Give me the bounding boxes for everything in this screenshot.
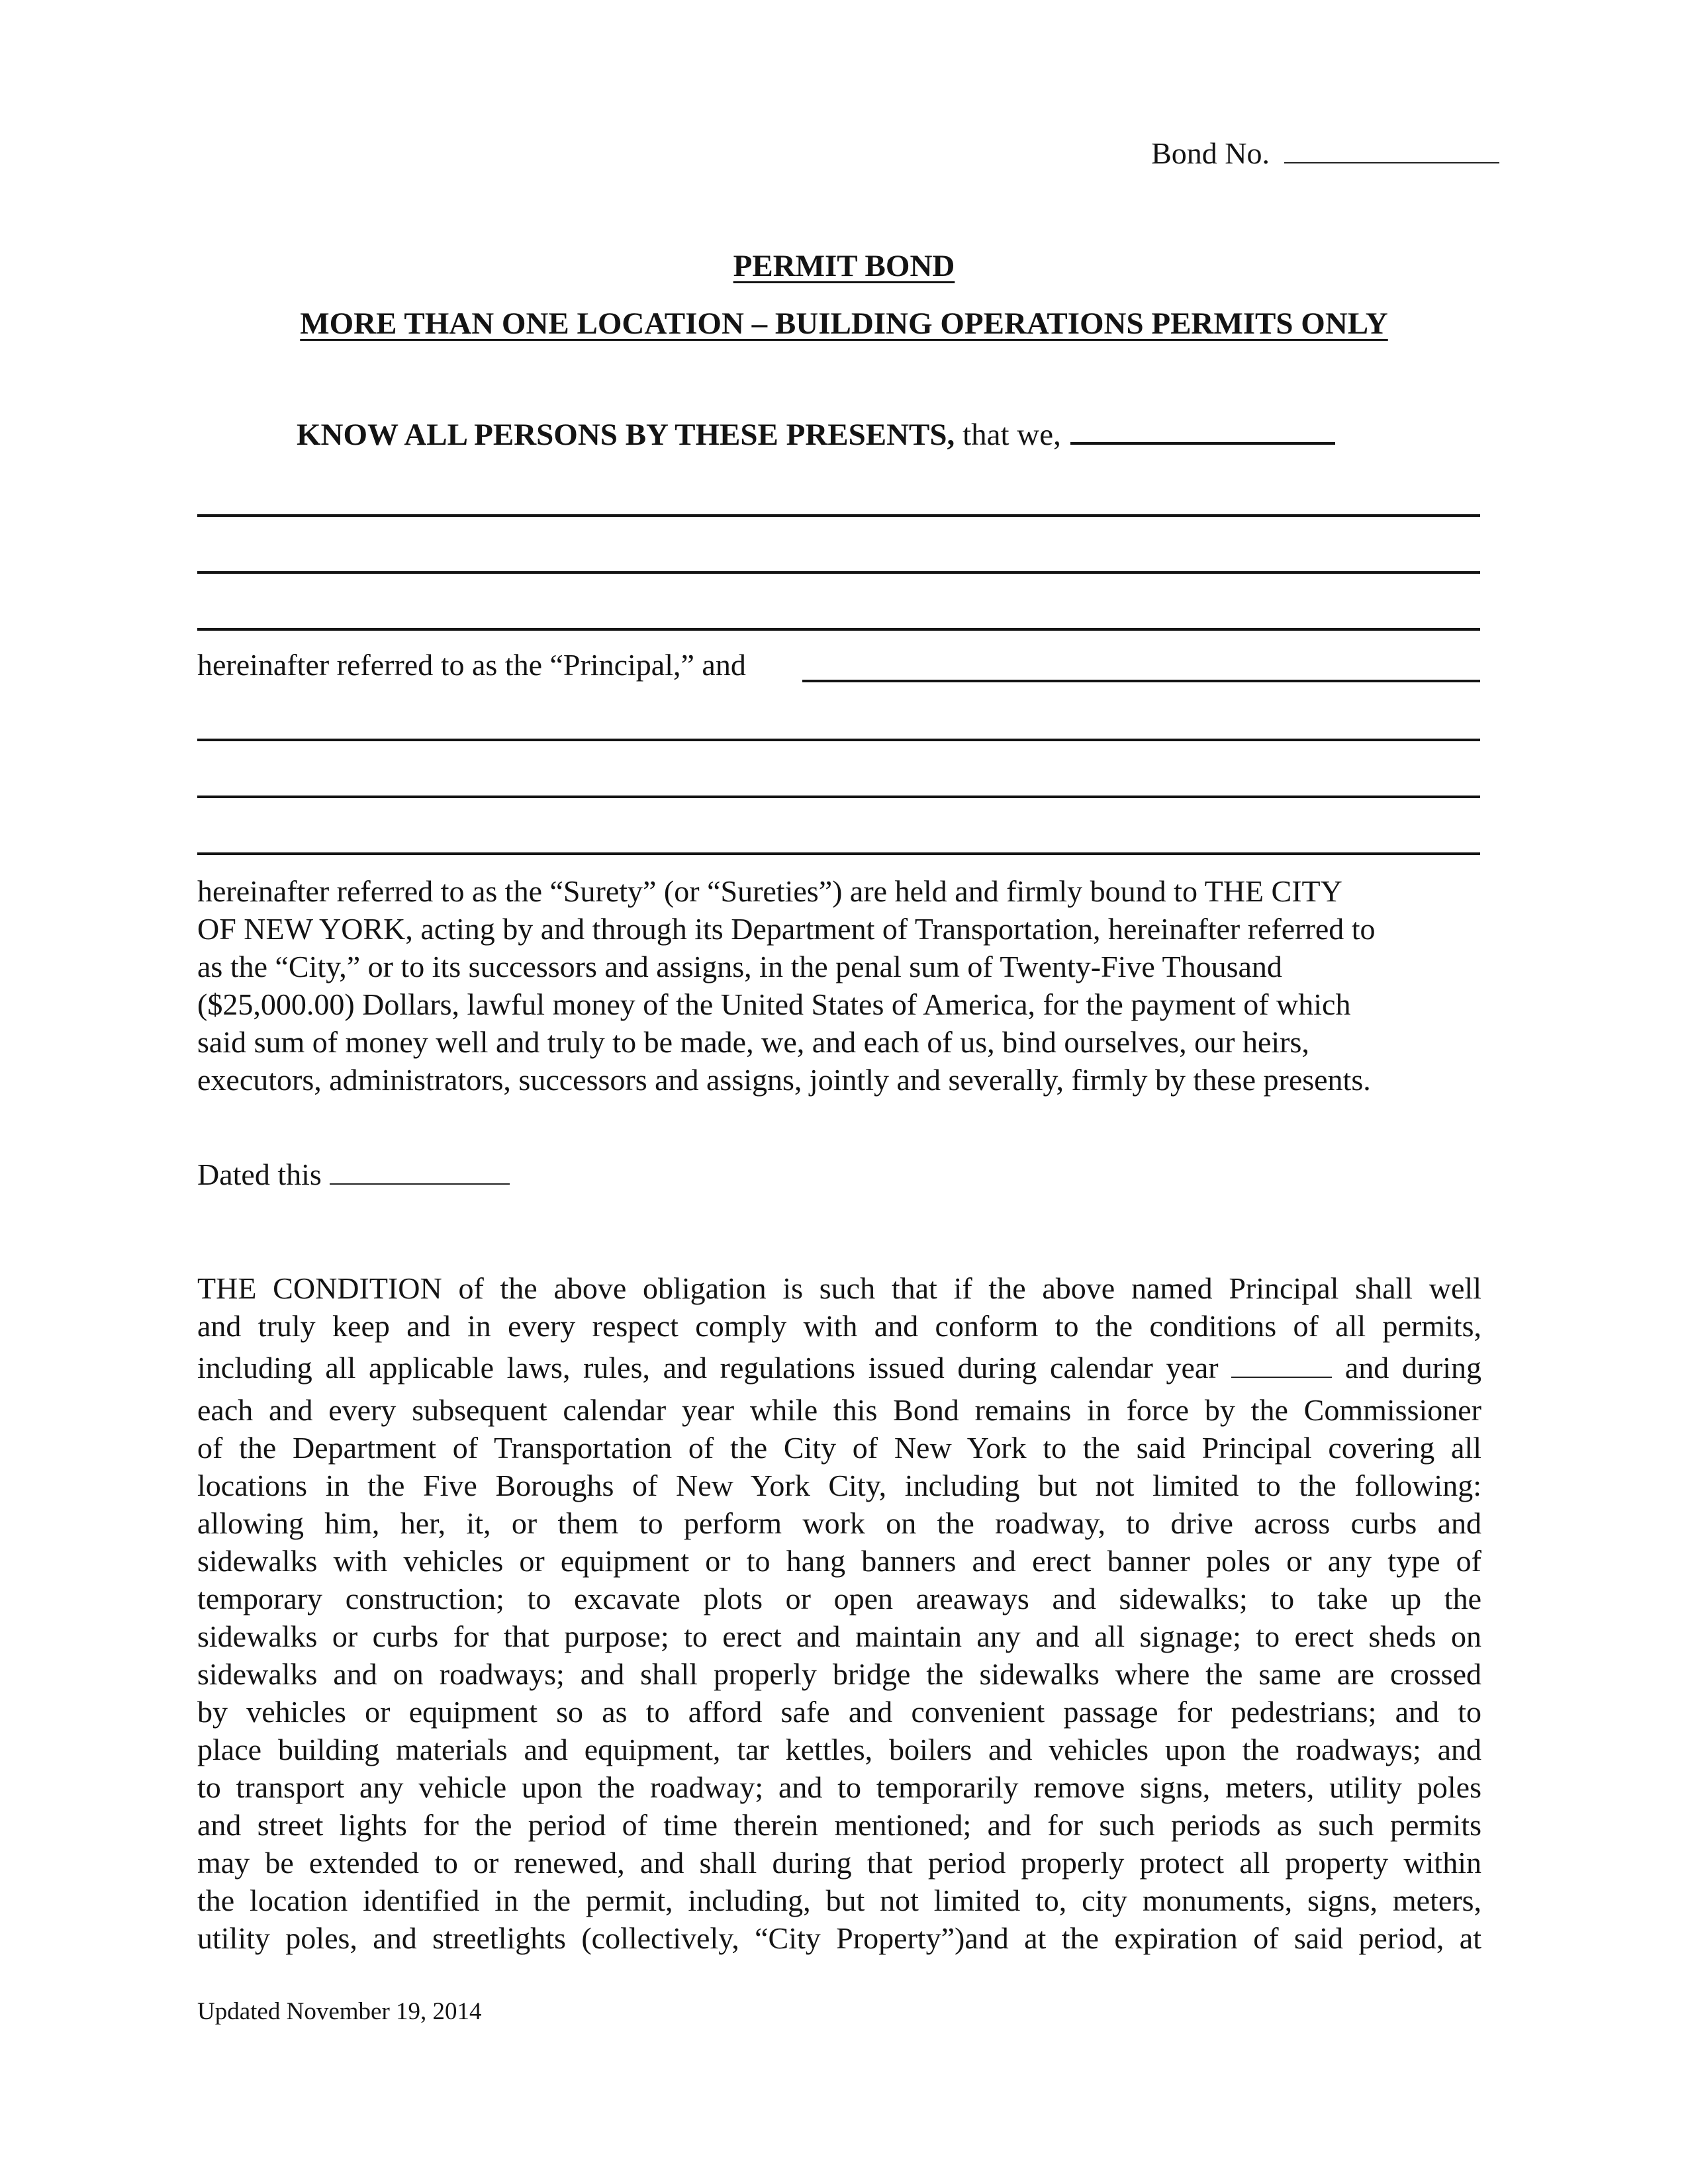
surety-paragraph [197, 872, 1481, 1099]
updated-date-footer: Updated November 19, 2014 [197, 1998, 482, 2025]
paragraph-line: temporary construction; to excavate plots or open areaways and sidewalks; to take up the [197, 1582, 1481, 1615]
paragraph-line: to transport any vehicle upon the roadway; and to temporarily remove signs, meters, utility poles [197, 1770, 1481, 1804]
paragraph-line: and street lights for the period of time therein mentioned; and for such periods as such permits [197, 1808, 1481, 1842]
bond-number-line [1151, 136, 1499, 171]
know-all-persons-tail: that we, [962, 418, 1061, 452]
paragraph-line [197, 1345, 1481, 1391]
paragraph-line: ($25,000.00) Dollars, lawful money of the United States of America, for the payment of which [197, 987, 1351, 1021]
principal-name-blank[interactable] [1070, 418, 1335, 445]
paragraph-line: place building materials and equipment, tar kettles, boilers and vehicles upon the roadways; and [197, 1733, 1481, 1766]
document-title: PERMIT BOND [733, 249, 955, 283]
paragraph-line: sidewalks and on roadways; and shall properly bridge the sidewalks where the same are crossed [197, 1657, 1481, 1691]
bond-number-blank[interactable] [1284, 140, 1499, 163]
paragraph-line: said sum of money well and truly to be made, we, and each of us, bind ourselves, our heirs, [197, 1025, 1309, 1059]
bond-number-label: Bond No. [1151, 136, 1270, 170]
calendar-year-tail: and during [1344, 1351, 1482, 1385]
dated-label: Dated this [197, 1158, 322, 1191]
paragraph-line: allowing him, her, it, or them to perform work on the roadway, to drive across curbs and [197, 1506, 1481, 1540]
condition-paragraph [197, 1269, 1481, 1957]
paragraph-line: of the Department of Transportation of the City of New York to the said Principal covering all [197, 1431, 1481, 1465]
paragraph-line: as the “City,” or to its successors and assigns, in the penal sum of Twenty-Five Thousand [197, 950, 1282, 983]
surety-fill-line[interactable] [197, 796, 1480, 798]
principal-fill-line[interactable] [197, 628, 1480, 631]
calendar-year-text: including all applicable laws, rules, and regulations issued during calendar year [197, 1351, 1219, 1385]
surety-name-blank[interactable] [802, 680, 1480, 682]
date-blank[interactable] [330, 1161, 510, 1185]
paragraph-line: locations in the Five Boroughs of New York City, including but not limited to the following: [197, 1469, 1481, 1502]
know-all-persons-line [297, 417, 1335, 453]
calendar-year-blank[interactable] [1231, 1357, 1332, 1378]
know-all-persons-lead: KNOW ALL PERSONS BY THESE PRESENTS, [297, 418, 955, 452]
surety-fill-line[interactable] [197, 852, 1480, 855]
paragraph-line: by vehicles or equipment so as to afford safe and convenient passage for pedestrians; and to [197, 1695, 1481, 1729]
surety-fill-line[interactable] [197, 739, 1480, 741]
paragraph-line: sidewalks or curbs for that purpose; to erect and maintain any and all signage; to erect sheds on [197, 1619, 1481, 1653]
paragraph-line: the location identified in the permit, including, but not limited to, city monuments, signs, meters, [197, 1884, 1481, 1917]
paragraph-line: and truly keep and in every respect comply with and conform to the conditions of all permits, [197, 1309, 1481, 1343]
principal-fill-line[interactable] [197, 514, 1480, 517]
paragraph-line: each and every subsequent calendar year while this Bond remains in force by the Commissioner [197, 1393, 1481, 1427]
paragraph-line: utility poles, and streetlights (collectively, “City Property”)and at the expiration of said period, at [197, 1921, 1481, 1955]
document-subtitle: MORE THAN ONE LOCATION – BUILDING OPERATIONS PERMITS ONLY [300, 306, 1388, 341]
paragraph-line: OF NEW YORK, acting by and through its Department of Transportation, hereinafter referred to [197, 912, 1376, 946]
dated-line [197, 1157, 510, 1192]
paragraph-line: THE CONDITION of the above obligation is such that if the above named Principal shall well [197, 1271, 1481, 1305]
paragraph-line: hereinafter referred to as the “Surety” (or “Sureties”) are held and firmly bound to THE CITY [197, 874, 1342, 908]
paragraph-line: sidewalks with vehicles or equipment or to hang banners and erect banner poles or any type of [197, 1544, 1481, 1578]
principal-fill-line[interactable] [197, 571, 1480, 574]
principal-reference-text: hereinafter referred to as the “Principal,” and [197, 648, 746, 682]
paragraph-line: may be extended to or renewed, and shall during that period properly protect all property within [197, 1846, 1481, 1880]
paragraph-line: executors, administrators, successors and assigns, jointly and severally, firmly by these presents. [197, 1063, 1371, 1097]
